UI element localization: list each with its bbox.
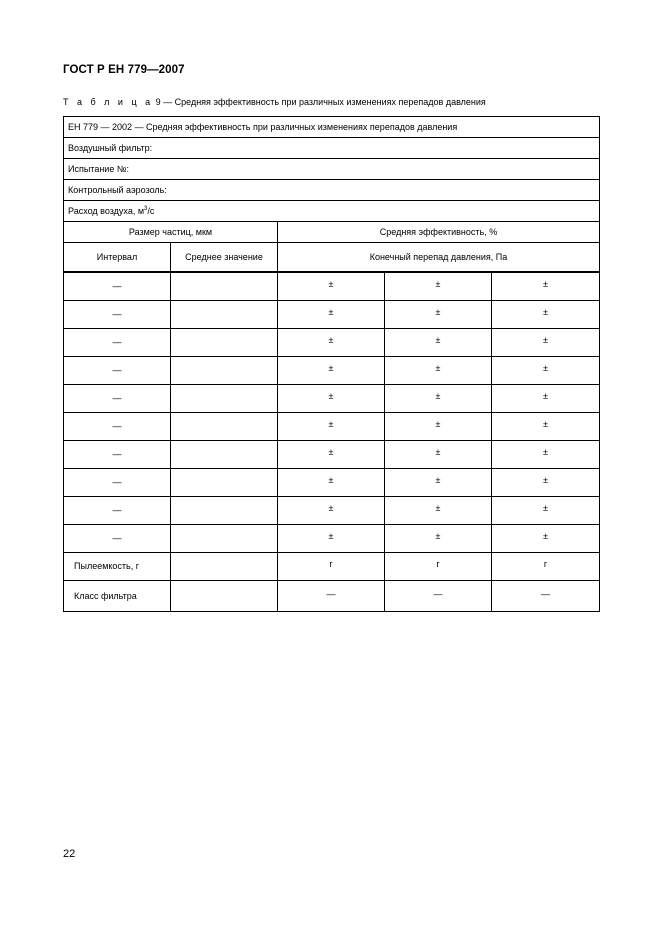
table-row xyxy=(64,301,600,329)
efficiency-cell-1: ± xyxy=(278,413,385,441)
efficiency-cell-2: ± xyxy=(385,329,492,357)
efficiency-cell-1: ± xyxy=(278,301,385,329)
particle-size-header: Размер частиц, мкм xyxy=(64,222,278,243)
mean-cell xyxy=(171,329,278,357)
table-row xyxy=(64,413,600,441)
efficiency-cell-1: ± xyxy=(278,441,385,469)
dust-capacity-row xyxy=(64,553,600,581)
efficiency-cell-2: ± xyxy=(385,357,492,385)
interval-cell: — xyxy=(64,413,171,441)
mean-cell xyxy=(171,525,278,553)
efficiency-cell-1: ± xyxy=(278,497,385,525)
mean-cell xyxy=(171,497,278,525)
efficiency-cell-2: ± xyxy=(385,385,492,413)
airflow-suffix: /с xyxy=(147,205,155,216)
efficiency-cell-3: ± xyxy=(492,301,600,329)
efficiency-cell-3: ± xyxy=(492,497,600,525)
efficiency-cell-1: ± xyxy=(278,469,385,497)
efficiency-cell-3: ± xyxy=(492,413,600,441)
page-number: 22 xyxy=(63,848,76,860)
efficiency-cell-1: ± xyxy=(278,272,385,301)
efficiency-cell-1: ± xyxy=(278,357,385,385)
dust-capacity-cell-3: г xyxy=(492,553,600,581)
filter-class-cell-2: — xyxy=(385,581,492,612)
info-row-standard xyxy=(64,117,600,138)
header-row-1 xyxy=(64,222,600,243)
efficiency-cell-1: ± xyxy=(278,329,385,357)
mean-header: Среднее значение xyxy=(171,243,278,273)
efficiency-cell-3: ± xyxy=(492,357,600,385)
filter-class-mean xyxy=(171,581,278,612)
info-row-filter xyxy=(64,138,600,159)
efficiency-header: Средняя эффективность, % xyxy=(278,222,600,243)
mean-cell xyxy=(171,272,278,301)
table-row xyxy=(64,469,600,497)
info-test-aerosol: Контрольный аэрозоль: xyxy=(64,180,600,201)
table-row xyxy=(64,329,600,357)
efficiency-cell-3: ± xyxy=(492,385,600,413)
table-row xyxy=(64,497,600,525)
table-caption-text: 9 — Средняя эффективность при различных изменениях перепадов давления xyxy=(155,97,486,107)
efficiency-cell-1: ± xyxy=(278,525,385,553)
table-caption xyxy=(63,97,486,107)
table-caption-prefix: Т а б л и ц а xyxy=(63,97,154,107)
efficiency-cell-2: ± xyxy=(385,441,492,469)
efficiency-cell-3: ± xyxy=(492,272,600,301)
interval-cell: — xyxy=(64,301,171,329)
mean-cell xyxy=(171,301,278,329)
table-row xyxy=(64,441,600,469)
table-row xyxy=(64,385,600,413)
efficiency-cell-2: ± xyxy=(385,272,492,301)
filter-class-label: Класс фильтра xyxy=(64,581,171,612)
interval-cell: — xyxy=(64,329,171,357)
interval-cell: — xyxy=(64,385,171,413)
efficiency-cell-3: ± xyxy=(492,525,600,553)
efficiency-cell-2: ± xyxy=(385,469,492,497)
interval-cell: — xyxy=(64,469,171,497)
table-row xyxy=(64,272,600,301)
table-row xyxy=(64,525,600,553)
info-test-number: Испытание №: xyxy=(64,159,600,180)
header-row-2 xyxy=(64,243,600,273)
efficiency-cell-2: ± xyxy=(385,301,492,329)
dust-capacity-cell-1: г xyxy=(278,553,385,581)
info-air-filter: Воздушный фильтр: xyxy=(64,138,600,159)
dust-capacity-label: Пылеемкость, г xyxy=(64,553,171,581)
airflow-label: Расход воздуха, м xyxy=(68,205,145,216)
dust-capacity-cell-2: г xyxy=(385,553,492,581)
efficiency-cell-1: ± xyxy=(278,385,385,413)
efficiency-cell-3: ± xyxy=(492,469,600,497)
filter-class-row xyxy=(64,581,600,612)
document-title: ГОСТ Р ЕН 779—2007 xyxy=(63,64,185,76)
info-standard: ЕН 779 — 2002 — Средняя эффективность при различных изменениях перепадов давления xyxy=(64,117,600,138)
airflow-sup: 3 xyxy=(144,205,148,212)
efficiency-cell-3: ± xyxy=(492,329,600,357)
mean-cell xyxy=(171,469,278,497)
mean-cell xyxy=(171,413,278,441)
interval-cell: — xyxy=(64,441,171,469)
interval-cell: — xyxy=(64,525,171,553)
interval-cell: — xyxy=(64,272,171,301)
interval-header: Интервал xyxy=(64,243,171,273)
info-row-airflow xyxy=(64,201,600,222)
info-airflow xyxy=(64,201,600,222)
efficiency-cell-2: ± xyxy=(385,525,492,553)
table-row xyxy=(64,357,600,385)
mean-cell xyxy=(171,357,278,385)
interval-cell: — xyxy=(64,357,171,385)
filter-class-cell-1: — xyxy=(278,581,385,612)
dust-capacity-mean xyxy=(171,553,278,581)
info-row-test xyxy=(64,159,600,180)
pressure-header: Конечный перепад давления, Па xyxy=(278,243,600,273)
mean-cell xyxy=(171,441,278,469)
filter-class-cell-3: — xyxy=(492,581,600,612)
efficiency-table xyxy=(63,116,600,612)
efficiency-cell-2: ± xyxy=(385,413,492,441)
mean-cell xyxy=(171,385,278,413)
efficiency-cell-3: ± xyxy=(492,441,600,469)
interval-cell: — xyxy=(64,497,171,525)
efficiency-cell-2: ± xyxy=(385,497,492,525)
info-row-aerosol xyxy=(64,180,600,201)
